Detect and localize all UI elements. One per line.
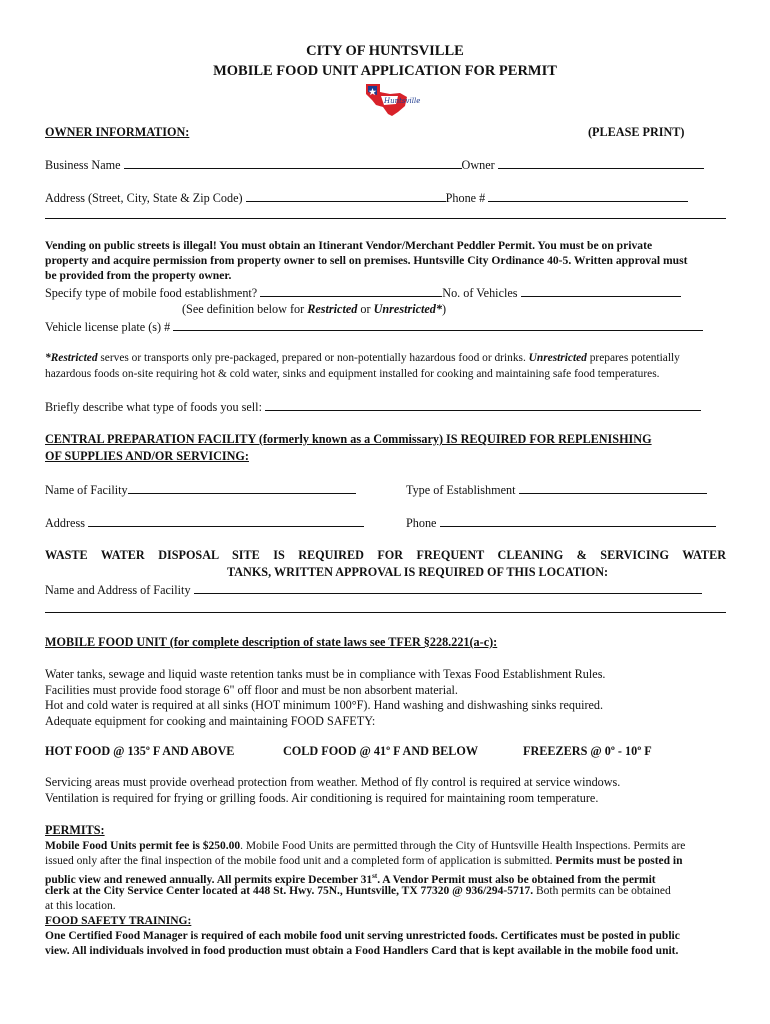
owner-info-heading: OWNER INFORMATION:: [45, 125, 190, 139]
definition-pre: (See definition below for: [182, 302, 308, 316]
mobile-unit-rule-3: Hot and cold water is required at all sinks (HOT minimum 100°F). Hand washing and dishwashing sinks required.: [45, 698, 604, 712]
definition-post: ): [441, 302, 447, 316]
address-row: [45, 189, 688, 206]
license-plate-label: Vehicle license plate (s) #: [45, 320, 171, 334]
training-heading: FOOD SAFETY TRAINING:: [45, 915, 192, 927]
permits-expiry-sup: st: [372, 872, 378, 880]
establishment-type-row: [45, 284, 681, 301]
servicing-line1: Servicing areas must provide overhead protection from weather. Method of fly control is required at service windows.: [45, 775, 621, 789]
facility-phone-label: Phone: [406, 516, 437, 530]
permits-expiry: public view and renewed annually. All permits expire December 31: [45, 873, 373, 886]
permits-line2-bold: Permits must be posted in: [555, 855, 683, 867]
phone-field[interactable]: [488, 189, 688, 202]
permits-line4: [45, 883, 671, 899]
owner-field[interactable]: [498, 156, 704, 169]
cold-food-temp: COLD FOOD @ 41º F AND BELOW: [283, 744, 479, 758]
foods-row: [45, 398, 701, 415]
permits-line5: at this location.: [45, 900, 116, 912]
establishment-type-field[interactable]: [260, 284, 442, 297]
permit-fee-rest: . Mobile Food Units are permitted through the City of Huntsville Health Inspections. Permits are: [240, 840, 686, 852]
waste-facility-label: Name and Address of Facility: [45, 583, 191, 597]
please-print-note: (PLEASE PRINT): [588, 125, 685, 139]
definition-or: or: [357, 302, 374, 316]
training-line1: One Certified Food Manager is required of each mobile food unit serving unrestricted foods. Certificates must be posted in public: [45, 930, 680, 942]
waste-facility-field[interactable]: [194, 581, 702, 594]
permits-line2: [45, 853, 683, 869]
permit-clerk-location: clerk at the City Service Center located at 448 St. Hwy. 75N., Huntsville, TX 77320 @ 936/294-5717.: [45, 885, 534, 897]
waste-water-heading-line1: WASTE WATER DISPOSAL SITE IS REQUIRED FOR FREQUENT CLEANING & SERVICING WATER: [45, 548, 726, 562]
facility-phone-row: [406, 514, 716, 531]
permits-vendor-note: . A Vendor Permit must also be obtained from the permit: [377, 873, 656, 886]
facility-address-field[interactable]: [88, 514, 364, 527]
central-prep-heading-line1: CENTRAL PREPARATION FACILITY (formerly known as a Commissary) IS REQUIRED FOR REPLENISHING: [45, 432, 652, 446]
unrestricted-definition-term: Unrestricted: [528, 352, 587, 364]
facility-address-row: [45, 514, 364, 531]
vehicles-field[interactable]: [521, 284, 681, 297]
establishment-kind-label: Type of Establishment: [406, 483, 516, 497]
establishment-type-label: Specify type of mobile food establishment?: [45, 286, 258, 300]
unrestricted-definition-text: prepares potentially: [586, 352, 680, 364]
permits-line2-plain: issued only after the final inspection of the mobile food unit and a completed form of application is submitted.: [45, 855, 556, 867]
restricted-definition-term: *Restricted: [45, 352, 98, 364]
central-prep-heading-line2: OF SUPPLIES AND/OR SERVICING:: [45, 449, 249, 463]
servicing-line2: Ventilation is required for frying or grilling foods. Air conditioning is required for maintaining room temperature.: [45, 791, 599, 805]
foods-field[interactable]: [265, 398, 701, 411]
owner-label: Owner: [461, 158, 495, 172]
address-label: Address (Street, City, State & Zip Code): [45, 191, 243, 205]
logo-script-text: Huntsville: [384, 97, 421, 105]
definitions-line2: hazardous foods on-site requiring hot & cold water, sinks and equipment installed for cooking and maintaining safe food temperatures.: [45, 368, 660, 380]
vending-notice-line1: Vending on public streets is illegal! You must obtain an Itinerant Vendor/Merchant Peddler Permit. You must be on private: [45, 239, 653, 252]
facility-name-row: [45, 481, 356, 498]
waste-water-heading-line2: TANKS, WRITTEN APPROVAL IS REQUIRED OF THIS LOCATION:: [227, 565, 609, 579]
address-field[interactable]: [246, 189, 446, 202]
texas-logo-icon: [360, 78, 421, 120]
license-plate-row: [45, 318, 703, 335]
hot-food-temp: HOT FOOD @ 135º F AND ABOVE: [45, 744, 235, 758]
foods-label: Briefly describe what type of foods you sell:: [45, 400, 262, 414]
unrestricted-term: Unrestricted*: [373, 302, 442, 316]
facility-name-field[interactable]: [128, 481, 356, 494]
vending-notice-line3: be provided from the property owner.: [45, 269, 232, 282]
vehicles-label: No. of Vehicles: [442, 286, 518, 300]
establishment-kind-row: [406, 481, 707, 498]
mobile-unit-rule-4: Adequate equipment for cooking and maintaining FOOD SAFETY:: [45, 714, 376, 728]
license-plate-field[interactable]: [173, 318, 703, 331]
definitions-line1: [45, 350, 680, 366]
phone-label: Phone #: [445, 191, 486, 205]
definition-note: [182, 301, 446, 317]
mobile-unit-heading: MOBILE FOOD UNIT (for complete description of state laws see TFER §228.221(a-c):: [45, 635, 498, 649]
page-title-line1: CITY OF HUNTSVILLE: [306, 43, 464, 59]
restricted-term: Restricted: [307, 302, 358, 316]
business-name-row: [45, 156, 704, 173]
waste-facility-continuation-line[interactable]: [45, 612, 726, 613]
mobile-unit-rule-2: Facilities must provide food storage 6" off floor and must be non absorbent material.: [45, 683, 458, 697]
establishment-kind-field[interactable]: [519, 481, 707, 494]
facility-name-label: Name of Facility: [45, 483, 128, 497]
training-line2: view. All individuals involved in food production must obtain a Food Handlers Card that is kept available in the mobile food unit.: [45, 945, 679, 957]
vending-notice-line2: property and acquire permission from property owner to sell on premises. Huntsville City Ordinance 40-5. Written approval must: [45, 254, 688, 267]
waste-facility-row: [45, 581, 702, 598]
facility-phone-field[interactable]: [440, 514, 716, 527]
business-name-field[interactable]: [124, 156, 462, 169]
mobile-unit-rule-1: Water tanks, sewage and liquid waste retention tanks must be in compliance with Texas Food Establishment Rules.: [45, 667, 606, 681]
business-name-label: Business Name: [45, 158, 121, 172]
permits-heading: PERMITS:: [45, 823, 105, 837]
page-title-line2: MOBILE FOOD UNIT APPLICATION FOR PERMIT: [213, 63, 557, 79]
facility-address-label: Address: [45, 516, 85, 530]
restricted-definition-text: serves or transports only pre-packaged, prepared or non-potentially hazardous food or drinks.: [97, 352, 529, 364]
permits-line4-plain: Both permits can be obtained: [533, 885, 671, 897]
permits-line1: [45, 838, 685, 854]
address-continuation-line[interactable]: [45, 218, 726, 219]
permit-fee: Mobile Food Units permit fee is $250.00: [45, 840, 241, 852]
freezer-temp: FREEZERS @ 0º - 10º F: [523, 744, 652, 758]
